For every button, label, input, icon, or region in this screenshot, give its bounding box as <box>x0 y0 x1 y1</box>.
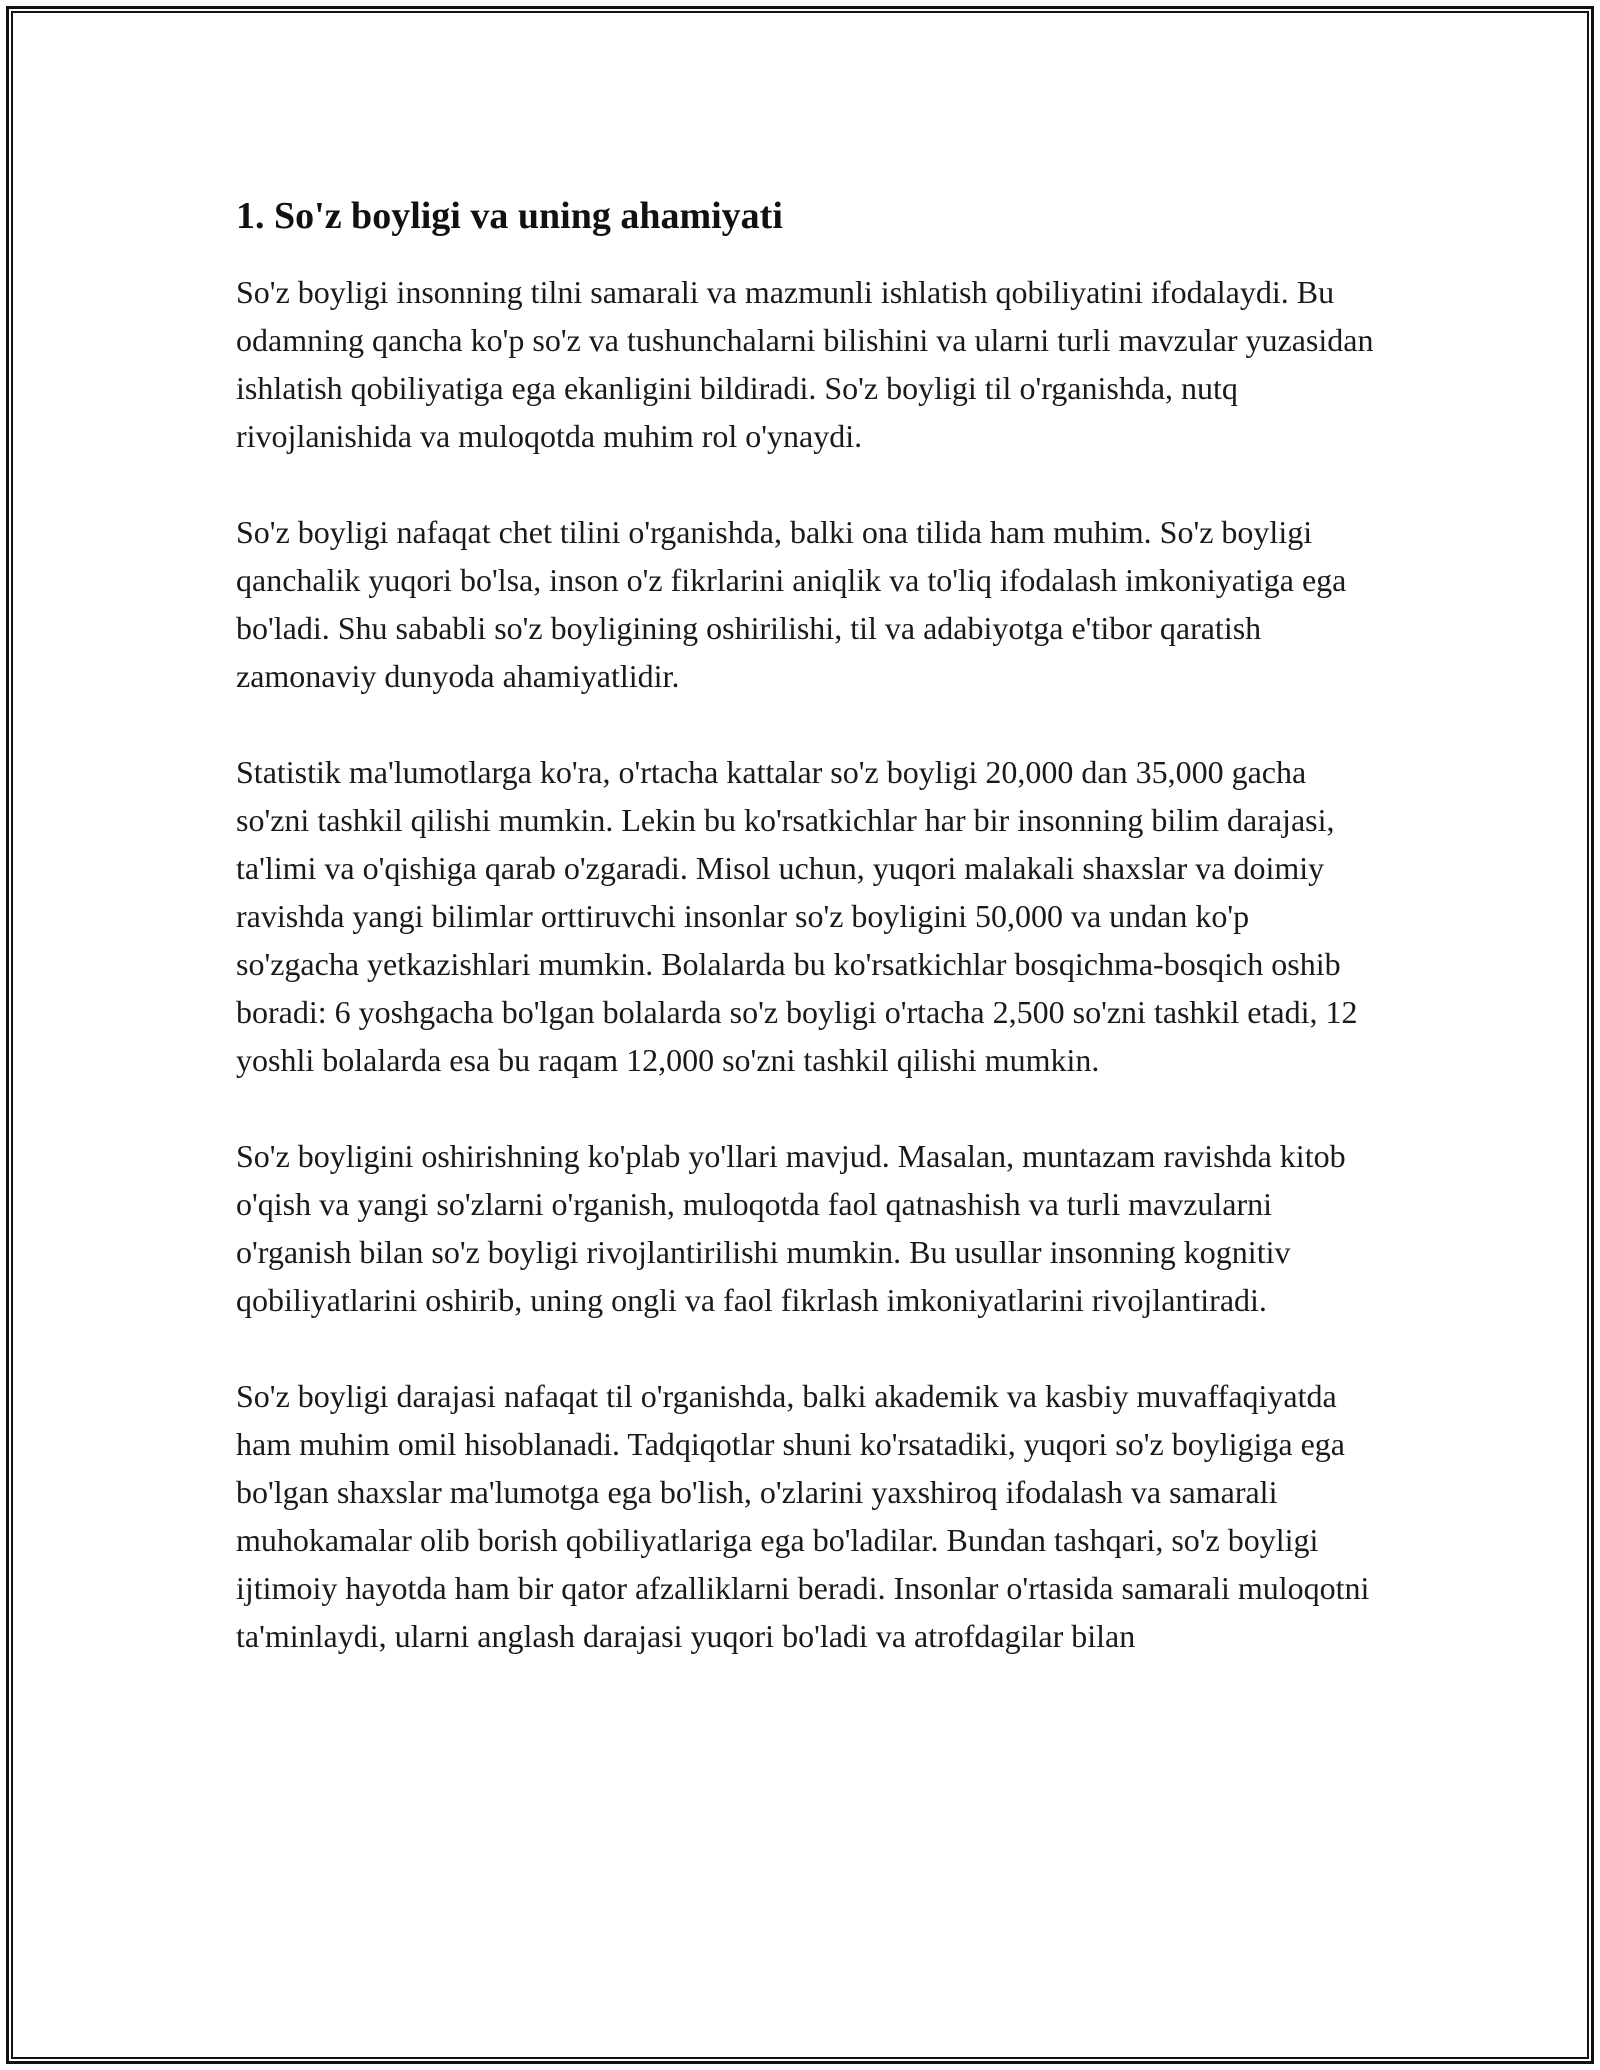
paragraph-1: So'z boyligi insonning tilni samarali va mazmunli ishlatish qobiliyatini ifodalaydi. Bu odamning qancha ko'p so'z va tushunchalarni bilishini va ularni turli mavzular yuzasidan ishlatish qobiliyatiga ega ekanligini bildiradi. So'z boyligi til o'rganishda, nutq rivojlanishida va muloqotda muhim rol o'ynaydi. <box>236 274 1374 454</box>
paragraph-4: So'z boyligini oshirishning ko'plab yo'llari mavjud. Masalan, muntazam ravishda kitob o'qish va yangi so'zlarni o'rganish, muloqotda faol qatnashish va turli mavzularni o'rganish bilan so'z boyligi rivojlantirilishi mumkin. Bu usullar insonning kognitiv qobiliyatlarini oshirib, uning ongli va faol fikrlash imkoniyatlarini rivojlantiradi. <box>236 1138 1346 1318</box>
paragraph-3: Statistik ma'lumotlarga ko'ra, o'rtacha kattalar so'z boyligi 20,000 dan 35,000 gacha so'zni tashkil qilishi mumkin. Lekin bu ko'rsatkichlar har bir insonning bilim darajasi, ta'limi va o'qishiga qarab o'zgaradi. Misol uchun, yuqori malakali shaxslar va doimiy ravishda yangi bilimlar orttiruvchi insonlar so'z boyligini 50,000 va undan ko'p so'zgacha yetkazishlari mumkin. Bolalarda bu ko'rsatkichlar bosqichma-bosqich oshib boradi: 6 yoshgacha bo'lgan bolalarda so'z boyligi o'rtacha 2,500 so'zni tashkil etadi, 12 yoshli bolalarda esa bu raqam 12,000 so'zni tashkil qilishi mumkin. <box>236 754 1358 1078</box>
paragraph-2: So'z boyligi nafaqat chet tilini o'rganishda, balki ona tilida ham muhim. So'z boyligi qanchalik yuqori bo'lsa, inson o'z fikrlarini aniqlik va to'liq ifodalash imkoniyatiga ega bo'ladi. Shu sababli so'z boyligining oshirilishi, til va adabiyotga e'tibor qaratish zamonaviy dunyoda ahamiyatlidir. <box>236 514 1347 694</box>
paragraph-5: So'z boyligi darajasi nafaqat til o'rganishda, balki akademik va kasbiy muvaffaqiyatda ham muhim omil hisoblanadi. Tadqiqotlar shuni ko'rsatadiki, yuqori so'z boyligiga ega bo'lgan shaxslar ma'lumotga ega bo'lish, o'zlarini yaxshiroq ifodalash va samarali muhokamalar olib borish qobiliyatlariga ega bo'ladilar. Bundan tashqari, so'z boyligi ijtimoiy hayotda ham bir qator afzalliklarni beradi. Insonlar o'rtasida samarali muloqotni ta'minlaydi, ularni anglash darajasi yuqori bo'ladi va atrofdagilar bilan <box>236 1378 1370 1654</box>
section-heading: 1. So'z boyligi va uning ahamiyati <box>236 195 783 237</box>
document-body <box>236 186 1376 1708</box>
